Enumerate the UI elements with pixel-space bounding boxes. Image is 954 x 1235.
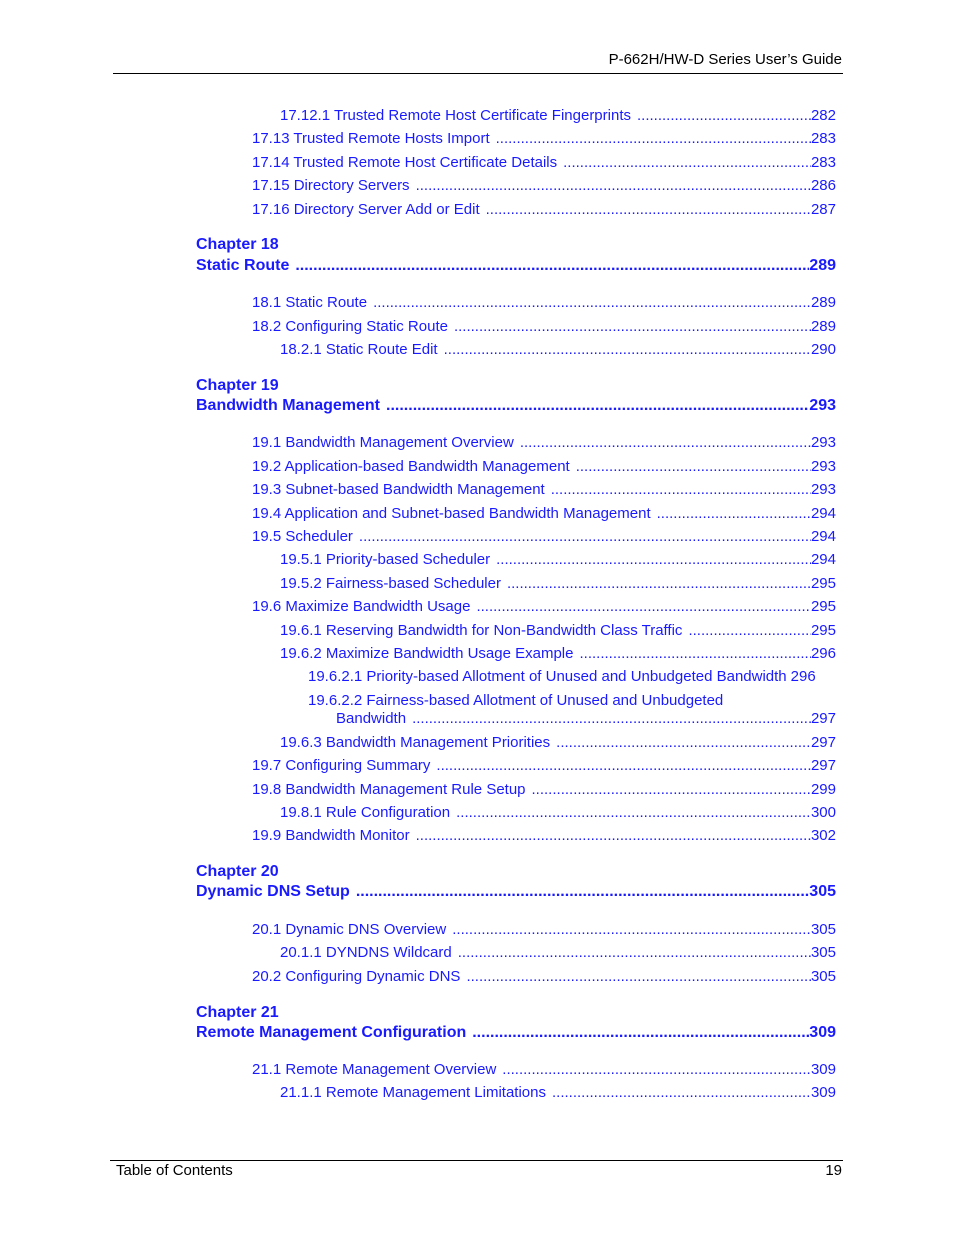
toc-entry-title-line2: Bandwidth bbox=[336, 710, 407, 727]
chapter-entry[interactable] bbox=[196, 257, 836, 277]
toc-entry-page: 305 bbox=[810, 921, 836, 938]
toc-entry[interactable] bbox=[252, 154, 836, 174]
chapter-page: 289 bbox=[809, 257, 836, 274]
toc-entry[interactable] bbox=[252, 781, 836, 801]
toc-entry-title: 17.16 Directory Server Add or Edit bbox=[252, 201, 480, 218]
toc-entry-page: 289 bbox=[810, 294, 836, 311]
chapter-title: Dynamic DNS Setup bbox=[196, 883, 350, 900]
toc-entry-title: 18.2.1 Static Route Edit bbox=[280, 341, 438, 358]
toc-entry-title: 20.1.1 DYNDNS Wildcard bbox=[280, 944, 452, 961]
toc-entry[interactable] bbox=[252, 481, 836, 501]
chapter-title: Bandwidth Management bbox=[196, 397, 381, 414]
chapter-label: Chapter 18 bbox=[196, 236, 279, 253]
chapter-page: 293 bbox=[809, 397, 836, 414]
toc-entry-page: 294 bbox=[810, 551, 836, 568]
toc-entry-title: 19.6 Maximize Bandwidth Usage bbox=[252, 598, 471, 615]
chapter-title: Static Route bbox=[196, 257, 290, 274]
chapter-page: 309 bbox=[809, 1024, 836, 1041]
chapter-title: Remote Management Configuration bbox=[196, 1024, 467, 1041]
chapter-page: 305 bbox=[809, 883, 836, 900]
leader-dots bbox=[486, 201, 811, 218]
toc-entry-page: 289 bbox=[810, 318, 836, 335]
toc-entry[interactable] bbox=[280, 804, 836, 824]
toc-entry[interactable] bbox=[280, 944, 836, 964]
leader-dots bbox=[688, 622, 811, 639]
leader-dots bbox=[412, 710, 811, 727]
leader-dots bbox=[637, 107, 811, 124]
toc-entry-page: 309 bbox=[810, 1084, 836, 1101]
leader-dots bbox=[359, 528, 811, 545]
toc-entry-title: 19.1 Bandwidth Management Overview bbox=[252, 434, 514, 451]
leader-dots bbox=[456, 804, 811, 821]
toc-entry[interactable] bbox=[252, 968, 836, 988]
toc-entry-title: 19.5.1 Priority-based Scheduler bbox=[280, 551, 491, 568]
toc-entry-title: 20.2 Configuring Dynamic DNS bbox=[252, 968, 461, 985]
toc-entry[interactable] bbox=[252, 757, 836, 777]
leader-dots bbox=[452, 921, 811, 938]
toc-entry-title: 19.8 Bandwidth Management Rule Setup bbox=[252, 781, 526, 798]
toc-entry[interactable] bbox=[252, 505, 836, 525]
leader-dots bbox=[496, 551, 811, 568]
leader-dots bbox=[416, 177, 811, 194]
leader-dots bbox=[556, 734, 811, 751]
toc-entry-page: 297 bbox=[810, 710, 836, 727]
leader-dots bbox=[552, 1084, 811, 1101]
leader-dots bbox=[520, 434, 811, 451]
toc-entry-title: 17.12.1 Trusted Remote Host Certificate Fingerprints bbox=[280, 107, 631, 124]
leader-dots bbox=[502, 1061, 811, 1078]
toc-entry[interactable] bbox=[336, 710, 836, 730]
toc-entry-page: 293 bbox=[810, 481, 836, 498]
toc-entry[interactable] bbox=[280, 1084, 836, 1104]
toc-entry[interactable] bbox=[280, 645, 836, 665]
toc-entry-page: 295 bbox=[810, 622, 836, 639]
toc-entry[interactable] bbox=[252, 177, 836, 197]
toc-entry-page: 302 bbox=[810, 827, 836, 844]
toc-entry[interactable] bbox=[252, 827, 836, 847]
toc-entry-page: 293 bbox=[810, 434, 836, 451]
toc-entry-title: 19.5 Scheduler bbox=[252, 528, 353, 545]
toc-entry-title: 20.1 Dynamic DNS Overview bbox=[252, 921, 447, 938]
toc-entry-page: 297 bbox=[810, 734, 836, 751]
toc-entry[interactable] bbox=[280, 107, 836, 127]
toc-entry[interactable] bbox=[308, 668, 836, 688]
leader-dots bbox=[563, 154, 811, 171]
document-title: P-662H/HW-D Series User’s Guide bbox=[608, 51, 842, 68]
toc-entry-title: 21.1.1 Remote Management Limitations bbox=[280, 1084, 546, 1101]
toc-entry[interactable] bbox=[252, 294, 836, 314]
toc-entry[interactable] bbox=[252, 921, 836, 941]
toc-entry-title: 19.6.2 Maximize Bandwidth Usage Example bbox=[280, 645, 574, 662]
toc-entry-page: 296 bbox=[810, 645, 836, 662]
leader-dots bbox=[356, 883, 809, 901]
footer-divider bbox=[110, 1160, 843, 1161]
toc-entry[interactable] bbox=[280, 575, 836, 595]
toc-entry-title: 19.9 Bandwidth Monitor bbox=[252, 827, 410, 844]
toc-entry-title: 19.5.2 Fairness-based Scheduler bbox=[280, 575, 501, 592]
toc-entry-title: 19.2 Application-based Bandwidth Management bbox=[252, 458, 570, 475]
toc-entry[interactable] bbox=[252, 1061, 836, 1081]
toc-entry-page: 286 bbox=[810, 177, 836, 194]
leader-dots bbox=[373, 294, 811, 311]
leader-dots bbox=[466, 968, 811, 985]
toc-entry-page: 305 bbox=[810, 944, 836, 961]
leader-dots bbox=[295, 257, 809, 275]
toc-entry-page: 297 bbox=[810, 757, 836, 774]
toc-entry-page: 295 bbox=[810, 575, 836, 592]
toc-entry-page: 283 bbox=[810, 130, 836, 147]
header-divider bbox=[113, 73, 843, 74]
leader-dots bbox=[454, 318, 811, 335]
toc-entry[interactable] bbox=[280, 551, 836, 571]
page-number: 19 bbox=[825, 1162, 842, 1179]
toc-entry-title: 19.4 Application and Subnet-based Bandwidth Management bbox=[252, 505, 651, 522]
chapter-label: Chapter 19 bbox=[196, 377, 279, 394]
toc-entry[interactable] bbox=[252, 434, 836, 454]
toc-entry-title: 19.8.1 Rule Configuration bbox=[280, 804, 451, 821]
toc-entry[interactable] bbox=[252, 318, 836, 338]
leader-dots bbox=[579, 645, 810, 662]
leader-dots bbox=[576, 458, 811, 475]
toc-entry-page: 296 bbox=[790, 668, 816, 685]
toc-entry-title: 17.15 Directory Servers bbox=[252, 177, 410, 194]
toc-entry-page: 309 bbox=[810, 1061, 836, 1078]
toc-entry-title: 19.6.3 Bandwidth Management Priorities bbox=[280, 734, 551, 751]
toc-entry[interactable] bbox=[252, 458, 836, 478]
toc-entry-page: 299 bbox=[810, 781, 836, 798]
chapter-entry[interactable] bbox=[196, 397, 836, 417]
leader-dots bbox=[507, 575, 811, 592]
leader-dots bbox=[472, 1024, 809, 1042]
toc-entry-page: 294 bbox=[810, 528, 836, 545]
toc-entry[interactable] bbox=[252, 130, 836, 150]
leader-dots bbox=[436, 757, 811, 774]
toc-entry-title: 19.6.1 Reserving Bandwidth for Non-Bandwidth Class Traffic bbox=[280, 622, 683, 639]
toc-entry[interactable] bbox=[252, 598, 836, 618]
toc-entry-title-line1[interactable]: 19.6.2.2 Fairness-based Allotment of Unused and Unbudgeted bbox=[308, 692, 724, 709]
toc-entry[interactable] bbox=[280, 734, 836, 754]
toc-entry-title: 17.13 Trusted Remote Hosts Import bbox=[252, 130, 490, 147]
toc-entry-page: 305 bbox=[810, 968, 836, 985]
chapter-label: Chapter 21 bbox=[196, 1004, 279, 1021]
chapter-entry[interactable] bbox=[196, 883, 836, 903]
toc-entry-page: 300 bbox=[810, 804, 836, 821]
toc-entry-page: 287 bbox=[810, 201, 836, 218]
toc-entry-title: 21.1 Remote Management Overview bbox=[252, 1061, 497, 1078]
toc-entry-page: 293 bbox=[810, 458, 836, 475]
leader-dots bbox=[386, 397, 809, 415]
toc-entry-page: 283 bbox=[810, 154, 836, 171]
toc-entry[interactable] bbox=[280, 622, 836, 642]
toc-entry-page: 294 bbox=[810, 505, 836, 522]
leader-dots bbox=[444, 341, 811, 358]
toc-entry-title: 18.1 Static Route bbox=[252, 294, 368, 311]
leader-dots bbox=[551, 481, 811, 498]
leader-dots bbox=[476, 598, 811, 615]
toc-entry[interactable] bbox=[280, 341, 836, 361]
toc-entry-title: 19.7 Configuring Summary bbox=[252, 757, 431, 774]
toc-entry-title: 17.14 Trusted Remote Host Certificate Details bbox=[252, 154, 558, 171]
leader-dots bbox=[458, 944, 811, 961]
leader-dots bbox=[532, 781, 811, 798]
toc-entry-page: 282 bbox=[810, 107, 836, 124]
toc-entry[interactable] bbox=[252, 201, 836, 221]
leader-dots bbox=[657, 505, 811, 522]
chapter-entry[interactable] bbox=[196, 1024, 836, 1044]
toc-entry-title: 19.6.2.1 Priority-based Allotment of Unused and Unbudgeted Bandwidth bbox=[308, 668, 787, 685]
leader-dots bbox=[496, 130, 811, 147]
toc-entry[interactable] bbox=[252, 528, 836, 548]
toc-entry-title: 19.3 Subnet-based Bandwidth Management bbox=[252, 481, 545, 498]
chapter-label: Chapter 20 bbox=[196, 863, 279, 880]
toc-entry-page: 290 bbox=[810, 341, 836, 358]
toc-entry-page: 295 bbox=[810, 598, 836, 615]
footer-section-title: Table of Contents bbox=[116, 1162, 233, 1179]
leader-dots bbox=[416, 827, 811, 844]
toc-entry-title: 18.2 Configuring Static Route bbox=[252, 318, 448, 335]
